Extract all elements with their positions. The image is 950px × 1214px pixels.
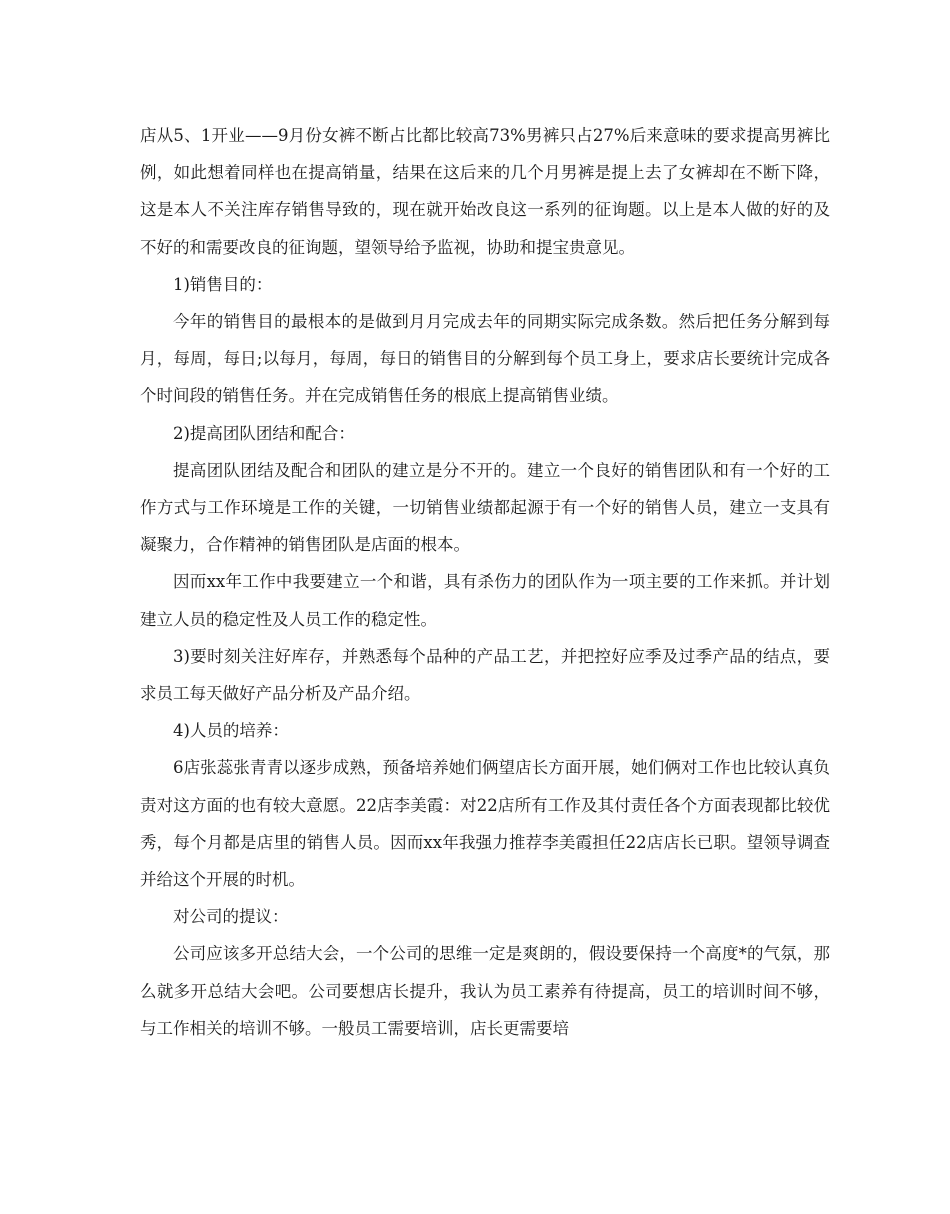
section-heading: 4)人员的培养： xyxy=(173,721,289,741)
paragraph: 今年的销售目的最根本的是做到月月完成去年的同期实际完成条数。然后把任务分解到每月，每周，每日;以每月，每周，每日的销售目的分解到每个员工身上，要求店长要统计完成各个时间段的销售任务。并在完成销售任务的根底上提高销售业绩。 xyxy=(140,312,830,406)
paragraph: 因而xx年工作中我要建立一个和谐，具有杀伤力的团队作为一项主要的工作来抓。并计划建立人员的稳定性及人员工作的稳定性。 xyxy=(140,572,830,629)
paragraph: 提高团队团结及配合和团队的建立是分不开的。建立一个良好的销售团队和有一个好的工作方式与工作环境是工作的关键，一切销售业绩都起源于有一个好的销售人员，建立一支具有凝聚力，合作精神的销售团队是店面的根本。 xyxy=(140,460,830,555)
section-heading: 2)提高团队团结和配合： xyxy=(173,423,355,443)
paragraph: 6店张蕊张青青以逐步成熟，预备培养她们俩望店长方面开展，她们俩对工作也比较认真负责对这方面的也有较大意愿。22店李美霞：对22店所有工作及其付责任各个方面表现都比较优秀，每个月都是店里的销售人员。因而xx年我强力推荐李美霞担任22店店长已职。望领导调查并给这个开展的时机。 xyxy=(140,758,830,890)
paragraph: 公司应该多开总结大会，一个公司的思维一定是爽朗的，假设要保持一个高度*的气氛，那么就多开总结大会吧。公司要想店长提升，我认为员工素养有待提高，员工的培训时间不够，与工作相关的培训不够。一般员工需要培训，店长更需要培 xyxy=(140,944,830,1038)
document-body xyxy=(140,117,830,1047)
paragraph: 3)要时刻关注好库存，并熟悉每个品种的产品工艺，并把控好应季及过季产品的结点，要求员工每天做好产品分析及产品介绍。 xyxy=(140,646,830,704)
paragraph: 店从5、1开业——9月份女裤不断占比都比较高73%男裤只占27%后来意味的要求提高男裤比例，如此想着同样也在提高销量，结果在这后来的几个月男裤是提上去了女裤却在不断下降，这是本人不关注库存销售导致的，现在就开始改良这一系列的征询题。以上是本人做的好的及不好的和需要改良的征询题，望领导给予监视，协助和提宝贵意见。 xyxy=(140,126,830,257)
section-heading: 对公司的提议： xyxy=(173,907,289,927)
section-heading: 1)销售目的： xyxy=(173,274,273,294)
